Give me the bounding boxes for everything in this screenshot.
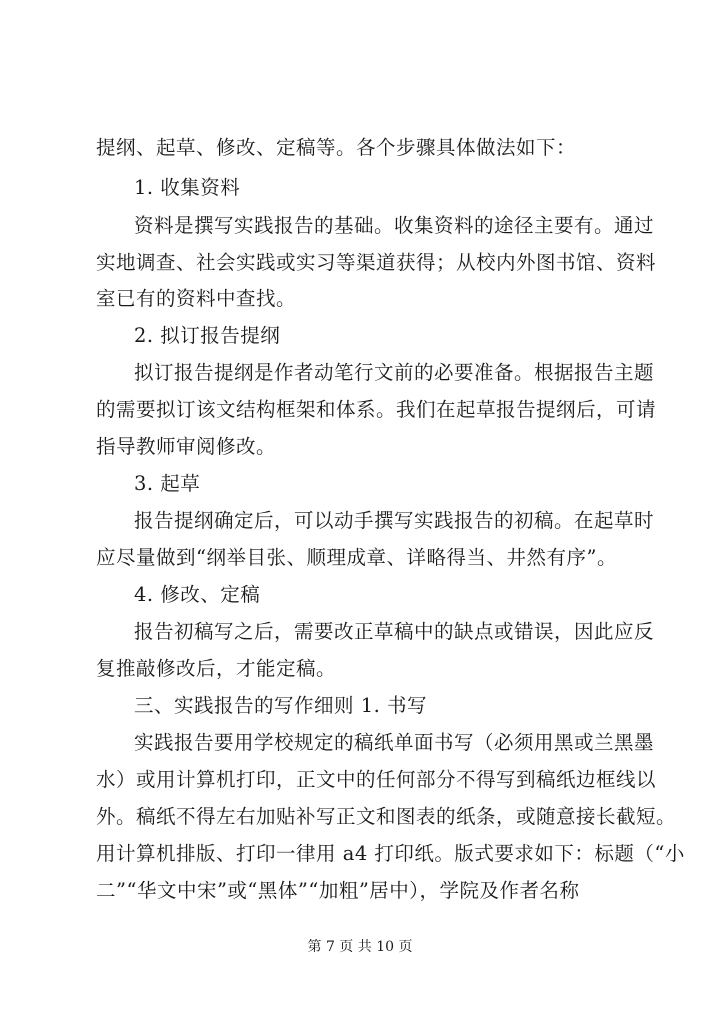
text-line: 实践报告要用学校规定的稿纸单面书写（必须用黑或兰黑墨 [134, 731, 655, 754]
text-line: 的需要拟订该文结构框架和体系。我们在起草报告提纲后，可请 [96, 398, 657, 421]
section-heading: 三、实践报告的写作细则 1. 书写 [134, 694, 428, 717]
text-line: 实地调查、社会实践或实习等渠道获得；从校内外图书馆、资料 [96, 251, 657, 274]
text-line: 外。稿纸不得左右加贴补写正文和图表的纸条，或随意接长截短。 [96, 805, 677, 828]
text-line: 指导教师审阅修改。 [96, 435, 277, 458]
text-line: 拟订报告提纲是作者动笔行文前的必要准备。根据报告主题 [134, 361, 655, 384]
section-heading: 2. 拟订报告提纲 [134, 324, 281, 347]
text-line: 应尽量做到“纲举目张、顺理成章、详略得当、井然有序”。 [96, 546, 617, 569]
text-line: 报告提纲确定后，可以动手撰写实践报告的初稿。在起草时 [134, 509, 655, 532]
section-heading: 3. 起草 [134, 472, 201, 495]
text-line: 复推敲修改后，才能定稿。 [96, 657, 337, 680]
text-line: 水）或用计算机打印，正文中的任何部分不得写到稿纸边框线以 [96, 768, 657, 791]
text-line: 室已有的资料中查找。 [96, 287, 297, 310]
text-line: 提纲、起草、修改、定稿等。各个步骤具体做法如下： [96, 136, 577, 159]
text-line: 二”“华文中宋”或“黑体”“加粗”居中），学院及作者名称 [96, 879, 580, 902]
page-number-footer: 第 7 页 共 10 页 [307, 939, 413, 955]
text-line: 报告初稿写之后，需要改正草稿中的缺点或错误，因此应反 [134, 620, 655, 643]
text-line: 用计算机排版、打印一律用 a4 打印纸。版式要求如下：标题（“小 [96, 842, 685, 865]
text-line: 资料是撰写实践报告的基础。收集资料的途径主要有。通过 [134, 214, 655, 237]
section-heading: 4. 修改、定稿 [134, 583, 261, 606]
section-heading: 1. 收集资料 [134, 176, 241, 199]
